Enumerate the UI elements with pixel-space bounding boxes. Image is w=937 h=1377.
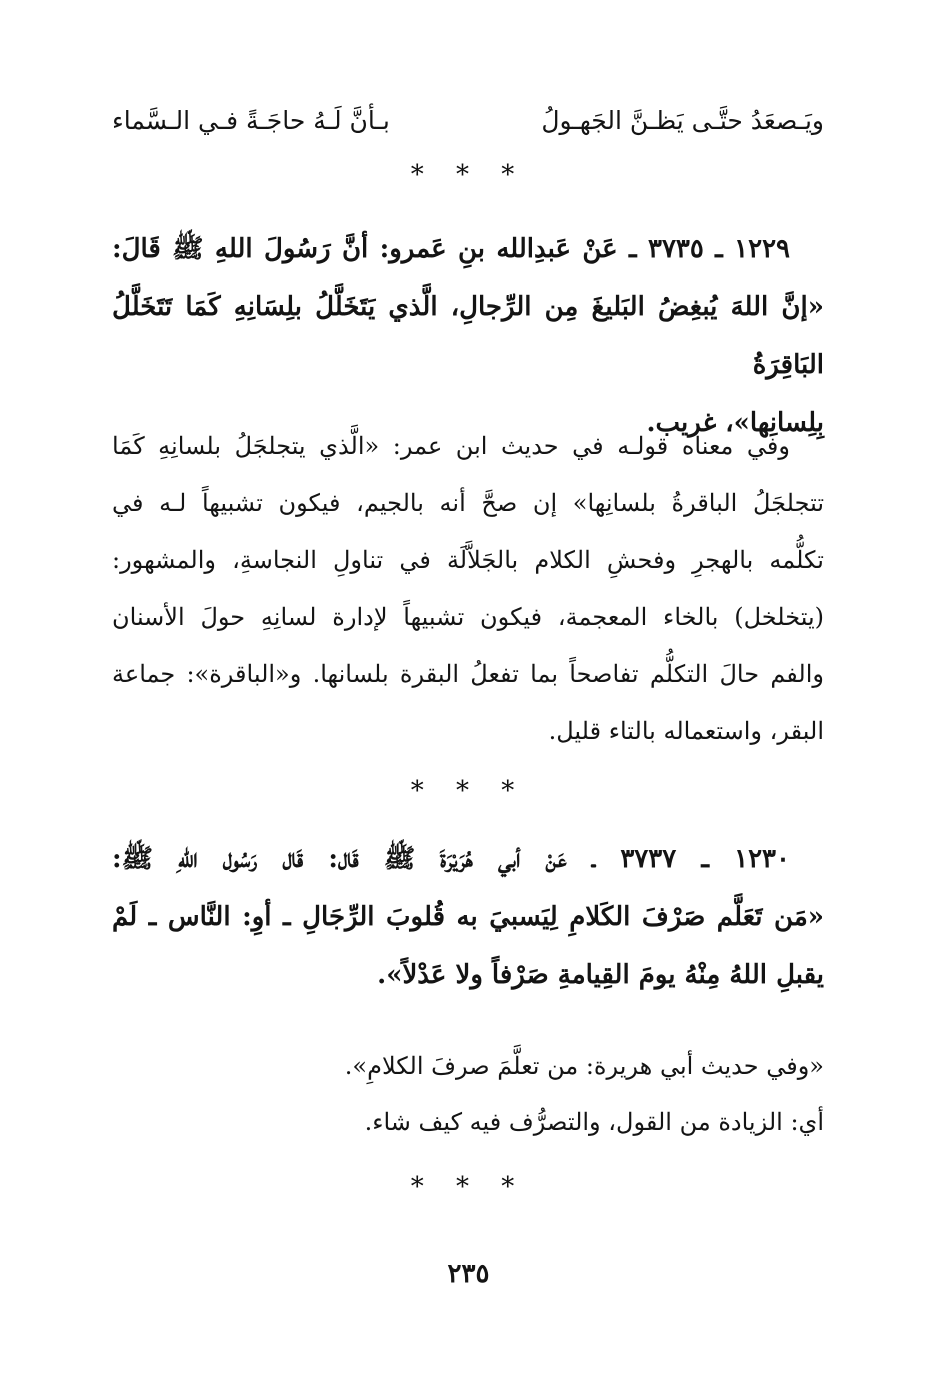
- commentary-1229-line: والفم حالَ التكلُّم تفاصحاً بما تفعلُ البقرة بلسانها. و«الباقرة»: جماعة: [112, 660, 824, 688]
- hadith-1229-line: ١٢٢٩ ـ ٣٧٣٥ ـ عَنْ عَبدِالله بنِ عَمرو: أنَّ رَسُولَ اللهِ ﷺ قَالَ:: [112, 234, 790, 264]
- verse-hemistich-second: بـأنَّ لَـهُ حاجَـةً فـي الـسَّماء: [112, 106, 390, 135]
- hadith-1229-line: بِلِسانِها»، غريب.: [646, 408, 824, 438]
- page-number: ٢٣٥: [447, 1259, 490, 1289]
- commentary-1229-line: البقر، واستعماله بالتاء قليل.: [548, 717, 824, 745]
- poetry-verse: [112, 96, 824, 146]
- section-separator: * * *: [410, 1172, 527, 1202]
- hadith-1230-line: يقبلِ اللهُ مِنْهُ يومَ القِيامةِ صَرْفاً ولا عَدْلاً».: [377, 960, 824, 990]
- commentary-1229-line: وفي معناه قولـه في حديث ابن عمر: «الَّذي يتجلجَلُ بلسانِهِ كَمَا: [112, 432, 790, 460]
- commentary-1230-quote: «وفي حديث أبي هريرة: من تعلَّمَ صرفَ الكلامِ».: [344, 1052, 824, 1080]
- hadith-1229-line: «إنَّ اللهَ يُبغِضُ البَليغَ مِن الرِّجالِ، الَّذي يَتَخَلَّلُ بلِسَانِهِ كَمَا تَتَخَلَّلُ البَاقِرَةُ: [112, 292, 824, 380]
- section-separator: * * *: [410, 776, 527, 806]
- verse-hemistich-first: ويَـصعَدُ حتَّـى يَظـنَّ الجَهـولُ: [541, 106, 824, 135]
- hadith-1230-line: «مَن تَعَلَّم صَرْفَ الكَلامِ لِيَسبيَ به قُلوبَ الرِّجَالِ ـ أوِ: النَّاس ـ لَمْ: [112, 902, 824, 932]
- hadith-1230: [112, 830, 824, 1004]
- commentary-1229-line: (يتخلخل) بالخاء المعجمة، فيكون تشبيهاً لإدارة لسانِهِ حولَ الأسنان: [112, 603, 824, 631]
- commentary-1229-line: تتجلجَلُ الباقرةُ بلسانِها» إن صحَّ أنه بالجيم، فيكون تشبيهاً لـه في: [112, 489, 824, 517]
- commentary-1230-explanation: أي: الزيادة من القول، والتصرُّف فيه كيف شاء.: [364, 1108, 824, 1136]
- commentary-1229: [112, 418, 824, 760]
- commentary-1229-line: تكلُّمه بالهجرِ وفحشِ الكلام بالجَلاَّلَة في تناولِ النجاسةِ، والمشهور:: [112, 546, 824, 574]
- hadith-1230-line: ١٢٣٠ ـ ٣٧٣٧ ـ عَنْ أبي هُرَيْرَةَ ﷺ قَال: قَال رَسُول اللهِ ﷺ:: [112, 844, 790, 874]
- section-separator: * * *: [410, 160, 527, 190]
